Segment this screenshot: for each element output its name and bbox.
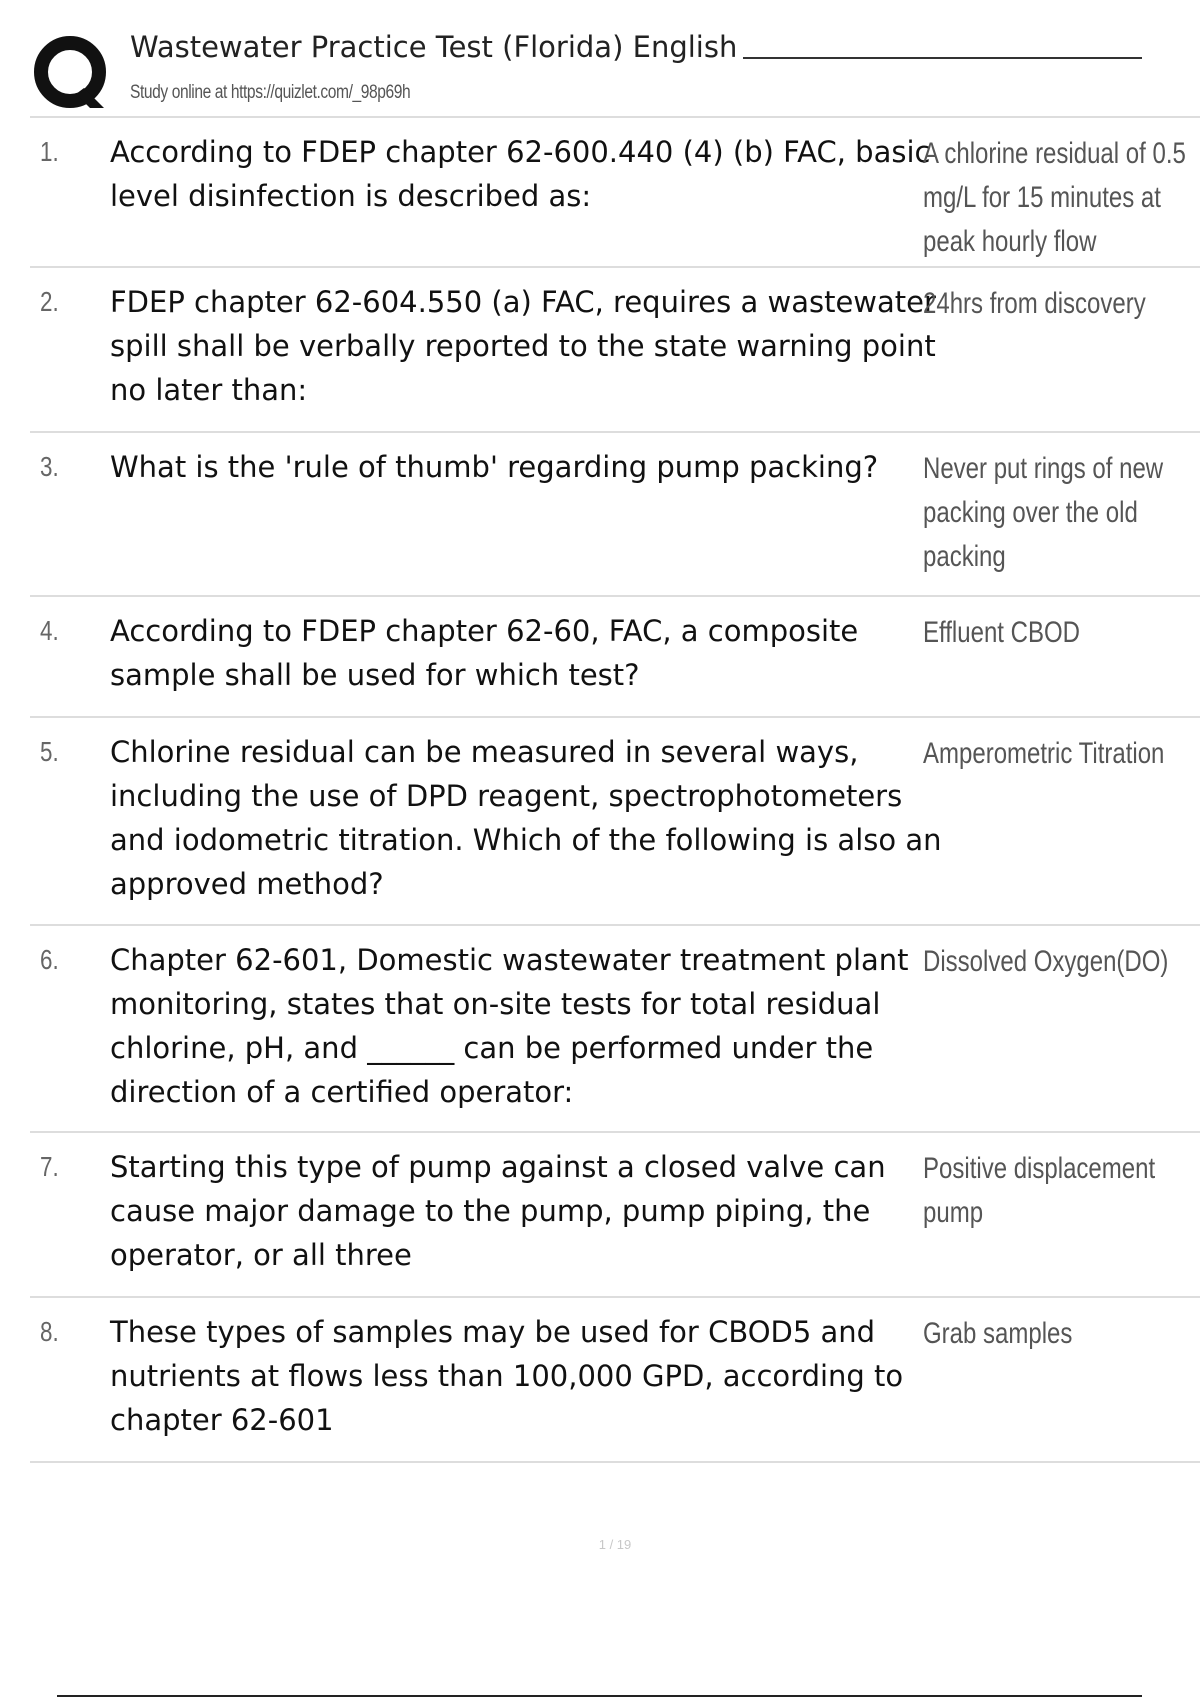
flashcard: [30, 597, 1200, 718]
footer-rule: [57, 1695, 1142, 1697]
card-definition: Grab samples: [923, 1317, 1073, 1350]
page-subtitle: Study online at https://quizlet.com/_98p69h: [130, 82, 411, 103]
card-number: 7.: [40, 1151, 59, 1182]
card-definition: Positive displacement pump: [923, 1152, 1156, 1229]
card-term: What is the 'rule of thumb' regarding pump packing?: [110, 450, 879, 484]
card-definition: Effluent CBOD: [923, 616, 1080, 649]
card-term: These types of samples may be used for CBOD5 and nutrients at flows less than 100,000 GPD, according to chapter 62-601: [110, 1315, 904, 1437]
card-number: 6.: [40, 944, 59, 975]
card-definition: A chlorine residual of 0.5 mg/L for 15 minutes at peak hourly flow: [923, 137, 1186, 258]
flashcard: [30, 718, 1200, 926]
flashcard-list: [30, 116, 1200, 1463]
card-number: 3.: [40, 451, 59, 482]
card-definition: Amperometric Titration: [923, 737, 1165, 770]
card-definition: Never put rings of new packing over the old packing: [923, 452, 1164, 573]
card-definition: Dissolved Oxygen(DO): [923, 945, 1169, 978]
card-term: FDEP chapter 62-604.550 (a) FAC, requires a wastewater spill shall be verbally reported to the state warning point no later than:: [110, 285, 936, 407]
card-term: Chlorine residual can be measured in several ways, including the use of DPD reagent, spectrophotometers and iodometric titration. Which of the following is also an approved method?: [110, 735, 942, 901]
flashcard: [30, 433, 1200, 597]
flashcard: [30, 268, 1200, 433]
quizlet-logo-icon: [32, 34, 112, 114]
card-number: 1.: [40, 136, 59, 167]
card-term: According to FDEP chapter 62-600.440 (4) (b) FAC, basic level disinfection is described as:: [110, 135, 931, 213]
card-number: 8.: [40, 1316, 59, 1347]
flashcard: [30, 1298, 1200, 1463]
page-title: Wastewater Practice Test (Florida) English: [130, 30, 743, 65]
card-definition: 24hrs from discovery: [923, 287, 1146, 320]
flashcard: [30, 118, 1200, 268]
card-number: 4.: [40, 615, 59, 646]
card-term: Starting this type of pump against a closed valve can cause major damage to the pump, pump piping, the operator, or all three: [110, 1150, 886, 1272]
card-number: 5.: [40, 736, 59, 767]
page-number: 1 / 19: [598, 1537, 632, 1552]
card-term: According to FDEP chapter 62-60, FAC, a composite sample shall be used for which test?: [110, 614, 859, 692]
flashcard: [30, 926, 1200, 1133]
flashcard: [30, 1133, 1200, 1298]
card-number: 2.: [40, 286, 59, 317]
card-term: Chapter 62-601, Domestic wastewater treatment plant monitoring, states that on-site tests for total residual chlorine, pH, and ______ can be performed under the direction of a certified operator:: [110, 943, 909, 1109]
